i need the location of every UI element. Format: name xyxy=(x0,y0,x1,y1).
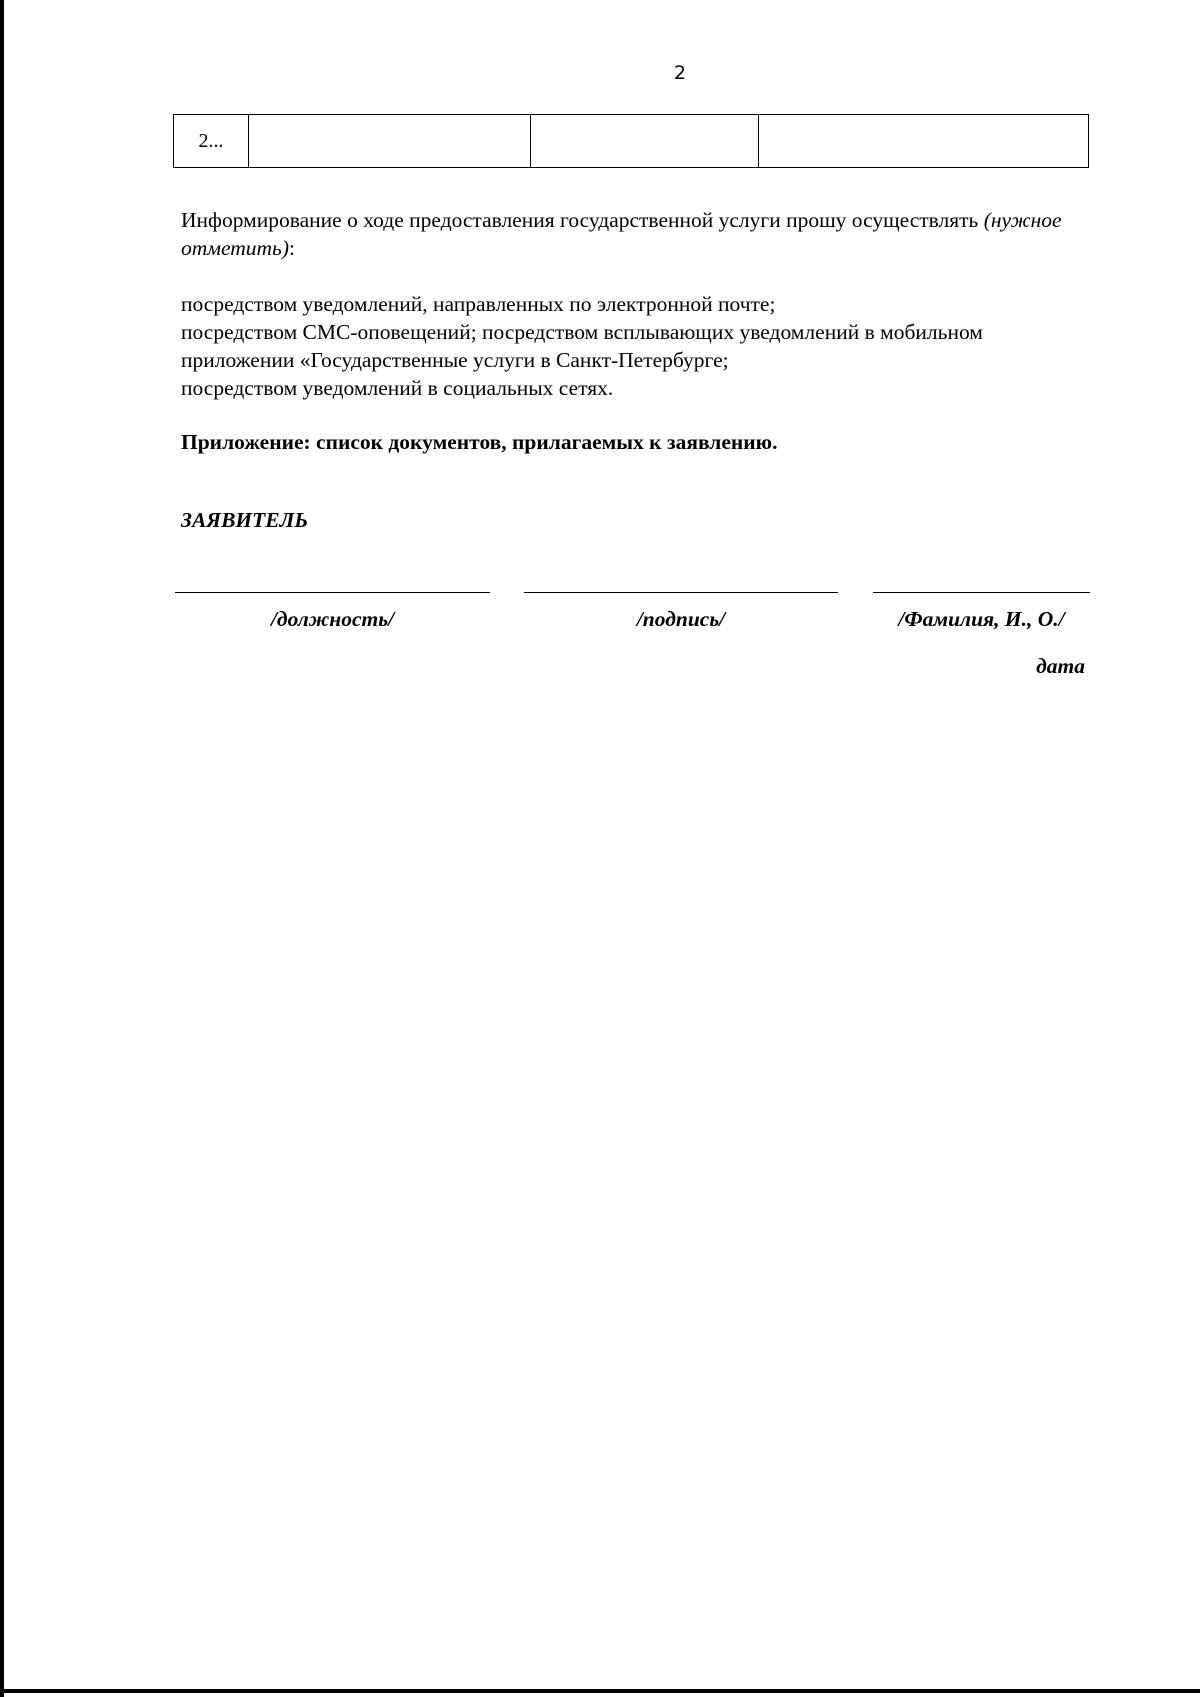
option-app: приложении «Государственные услуги в Санкт-Петербурге; xyxy=(181,348,729,372)
name-label: /Фамилия, И., О./ xyxy=(898,607,1065,631)
signature-line xyxy=(524,592,838,593)
scan-bottom-edge xyxy=(0,1689,1200,1693)
signature-label: /подпись/ xyxy=(636,607,726,631)
info-colon: : xyxy=(289,236,295,260)
option-email: посредством уведомлений, направленных по электронной почте; xyxy=(181,292,776,316)
table-cell-4 xyxy=(759,115,1088,167)
option-social: посредством уведомлений в социальных сетях. xyxy=(181,376,614,400)
table-row xyxy=(173,114,1089,168)
name-line xyxy=(873,592,1090,593)
option-sms-push: посредством СМС-оповещений; посредством всплывающих уведомлений в мобильном xyxy=(181,320,983,344)
position-line xyxy=(175,592,490,593)
table-cell-number: 2... xyxy=(174,115,249,167)
date-label: дата xyxy=(1036,654,1085,678)
scan-left-edge xyxy=(0,0,4,1697)
info-paragraph xyxy=(181,206,1091,262)
table-cell-3 xyxy=(531,115,759,167)
info-text: Информирование о ходе предоставления государственной услуги прошу осуществлять xyxy=(181,208,979,232)
info-note: (нужное отметить) xyxy=(181,208,1062,260)
applicant-heading: ЗАЯВИТЕЛЬ xyxy=(181,508,309,532)
position-label: /должность/ xyxy=(270,607,395,631)
notification-options xyxy=(181,290,1091,402)
page-number: 2 xyxy=(673,62,687,84)
appendix-heading: Приложение: список документов, прилагаемых к заявлению. xyxy=(181,430,778,454)
table-cell-2 xyxy=(249,115,531,167)
